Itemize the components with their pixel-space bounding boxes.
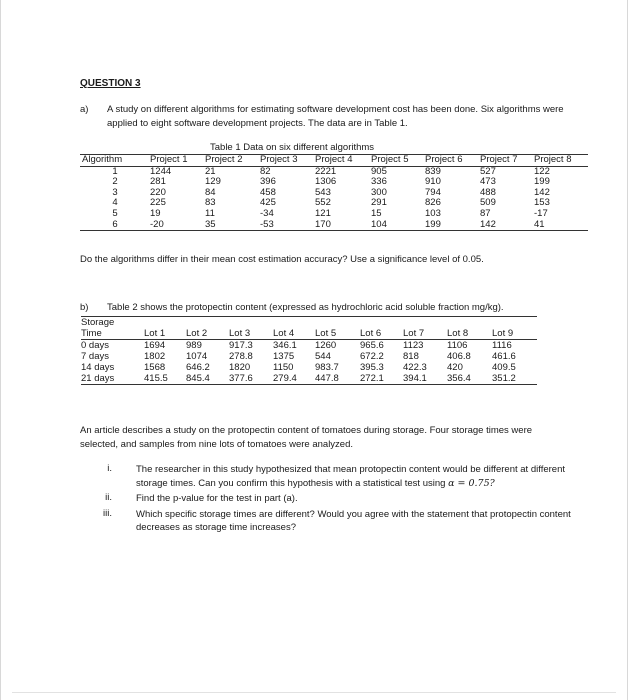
table1-value-cell: 153: [534, 197, 550, 209]
table1-header-cell: Project 4: [315, 155, 371, 167]
table2-value-cell: 377.6: [229, 373, 273, 385]
table2-protopectin: [81, 316, 537, 385]
table1-value-cell: 552: [315, 197, 331, 209]
table1-value-cell: 336: [371, 176, 387, 188]
table2-header-row: [81, 328, 537, 340]
table2-value-cell: 420: [447, 362, 463, 373]
table1-value-cell: 35: [205, 220, 260, 231]
table1-value-cell: 2221: [315, 165, 337, 177]
table2-value-cell: 278.8: [229, 351, 253, 362]
table1-algorithm-cell: 5: [112, 207, 118, 219]
table2-value-cell: 394.1: [403, 373, 447, 385]
table2-value-cell: 1802: [144, 351, 166, 362]
table1-value-cell: 84: [205, 186, 216, 198]
table1-value-cell: 509: [480, 197, 496, 209]
table1-algorithm-cell: 3: [112, 186, 118, 198]
table2-header-time: Time: [81, 328, 144, 340]
table1-header-cell: Project 7: [480, 155, 534, 167]
table2-value-cell: 965.6: [360, 340, 384, 351]
table1-value-cell: 122: [534, 165, 550, 177]
table2-value-cell: 356.4: [447, 373, 492, 385]
table1-value-cell: 83: [205, 197, 216, 209]
table2-header-storage: Storage: [81, 317, 144, 329]
article-text: An article describes a study on the protopectin content of tomatoes during storage. Four storage times were selected, and samples from nine lots of tomatoes were analyzed.: [80, 425, 533, 450]
table2-header-cell: Lot 2: [186, 328, 229, 340]
table1-header-cell: Project 2: [205, 155, 260, 167]
table2-value-cell: 1694: [144, 340, 166, 351]
table1-header-cell: Project 6: [425, 155, 480, 167]
table1-value-cell: 839: [425, 165, 441, 177]
table2-value-cell: 272.1: [360, 373, 403, 385]
table2-value-cell: 279.4: [273, 373, 315, 385]
table2-value-cell: 672.2: [360, 351, 384, 362]
table1-value-cell: 458: [260, 186, 276, 198]
table1-value-cell: 425: [260, 197, 276, 209]
table2-row: [81, 362, 537, 373]
table1-value-cell: 41: [534, 220, 588, 231]
table1-algorithm-cell: 4: [112, 197, 118, 209]
table2-header-cell: Lot 6: [360, 328, 403, 340]
table1-value-cell: -53: [260, 220, 315, 231]
table2-value-cell: 447.8: [315, 373, 360, 385]
table1-algorithm-cell: 6: [80, 220, 150, 231]
table1-value-cell: -34: [260, 207, 274, 219]
table2-value-cell: 989: [186, 340, 202, 351]
table2-row: [81, 340, 537, 352]
sub-question-number: i.: [107, 463, 112, 474]
table2-header-row-top: [81, 317, 537, 329]
table2-time-cell: 7 days: [81, 351, 109, 362]
table2-header-cell: Lot 3: [229, 328, 273, 340]
table1-value-cell: 121: [315, 207, 331, 219]
table2-value-cell: 1568: [144, 362, 166, 373]
table1-value-cell: 11: [205, 207, 215, 219]
part-a-text: A study on different algorithms for estimating software development cost has been done. Six algorithms were applied to eight software development projects. The data are in Table 1.: [107, 104, 564, 129]
table1-value-cell: 199: [425, 220, 480, 231]
table2-value-cell: 1150: [273, 362, 294, 373]
table2-value-cell: 544: [315, 351, 331, 362]
table1-value-cell: 794: [425, 186, 441, 198]
sub-question-number: ii.: [105, 492, 112, 503]
table2-value-cell: 1260: [315, 340, 337, 351]
table1-value-cell: 225: [150, 197, 166, 209]
table2-header-cell: Lot 5: [315, 328, 360, 340]
table2-header-cell: Lot 1: [144, 328, 186, 340]
table2-row: [81, 373, 537, 385]
table2-time-cell: 21 days: [81, 373, 144, 385]
table2-value-cell: 395.3: [360, 362, 384, 373]
part-a-label: a): [80, 104, 89, 115]
table2-value-cell: 422.3: [403, 362, 427, 373]
table1-algorithm-cell: 1: [112, 165, 118, 177]
part-b-label: b): [80, 302, 89, 313]
table1-value-cell: 488: [480, 186, 496, 198]
table1-value-cell: 103: [425, 207, 441, 219]
sub-question-item: [92, 492, 571, 506]
table1-value-cell: 300: [371, 186, 387, 198]
table1-value-cell: 15: [371, 207, 382, 219]
table2-header-cell: Lot 9: [492, 328, 537, 340]
table2-value-cell: 818: [403, 351, 419, 362]
table1-value-cell: 396: [260, 176, 276, 188]
table2-time-cell: 14 days: [81, 362, 115, 373]
table1-value-cell: 826: [425, 197, 441, 209]
sub-question-list: [92, 463, 571, 535]
question-title: QUESTION 3: [80, 78, 141, 89]
table2-value-cell: 461.6: [492, 351, 516, 362]
table1-header-cell: Project 3: [260, 155, 315, 167]
table2-value-cell: 1116: [492, 340, 512, 351]
table1-value-cell: 21: [205, 165, 216, 177]
table2-value-cell: 1074: [186, 351, 208, 362]
table1-header-cell: Algorithm: [80, 155, 150, 167]
table1-value-cell: 19: [150, 207, 161, 219]
table1-header-row: [80, 155, 588, 167]
table2-value-cell: 409.5: [492, 362, 516, 373]
table2-header-cell: Lot 8: [447, 328, 492, 340]
table1-value-cell: 129: [205, 176, 221, 188]
table2-time-cell: 0 days: [81, 340, 109, 351]
part-b-text: Table 2 shows the protopectin content (expressed as hydrochloric acid soluble fraction mg/kg).: [107, 302, 504, 313]
table2-value-cell: 1106: [447, 340, 468, 351]
page-bottom-divider: [12, 692, 616, 693]
table1-row: [80, 209, 588, 220]
table1-value-cell: 142: [534, 186, 550, 198]
sub-question-number: iii.: [103, 507, 112, 519]
alpha-value: α = 0.75?: [448, 477, 495, 489]
table1-value-cell: 291: [371, 197, 387, 209]
table1-value-cell: 82: [260, 165, 271, 177]
table1-value-cell: 142: [480, 220, 534, 231]
table1-value-cell: 1244: [150, 165, 172, 177]
table1-header-cell: Project 8: [534, 155, 588, 167]
table2-value-cell: 351.2: [492, 373, 537, 385]
table1-value-cell: 199: [534, 176, 550, 188]
table1-caption: Table 1 Data on six different algorithms: [210, 142, 375, 153]
table1-row: [80, 220, 588, 231]
table2-value-cell: 346.1: [273, 340, 297, 351]
table1-algorithm-cell: 2: [112, 176, 118, 188]
table1-header-cell: Project 5: [371, 155, 425, 167]
sub-question-item: [92, 508, 571, 535]
table2-row: [81, 351, 537, 362]
table2-value-cell: 646.2: [186, 362, 210, 373]
table1-value-cell: 905: [371, 165, 387, 177]
table1-value-cell: 543: [315, 186, 331, 198]
table1-value-cell: 104: [371, 220, 425, 231]
table1-value-cell: 220: [150, 186, 166, 198]
table2-value-cell: 1123: [403, 340, 424, 351]
sub-question-text: Which specific storage times are different? Would you agree with the statement that protopectin content decreases as storage time increases?: [136, 508, 571, 533]
table1-value-cell: 1306: [315, 176, 337, 188]
part-a-question: Do the algorithms differ in their mean cost estimation accuracy? Use a significance level of 0.05.: [80, 254, 484, 265]
table1-algorithms: [80, 154, 588, 231]
table2-value-cell: 917.3: [229, 340, 253, 351]
table1-value-cell: 527: [480, 165, 496, 177]
table2-value-cell: 845.4: [186, 373, 229, 385]
table2-header-cell: Lot 4: [273, 328, 315, 340]
table2-value-cell: 1375: [273, 351, 295, 362]
table2-value-cell: 1820: [229, 362, 251, 373]
table1-value-cell: 910: [425, 176, 441, 188]
table2-header-cell: Lot 7: [403, 328, 447, 340]
sub-question-text: Find the p-value for the test in part (a).: [136, 493, 298, 504]
table1-value-cell: 281: [150, 176, 166, 188]
table1-header-cell: Project 1: [150, 155, 205, 167]
table2-value-cell: 415.5: [144, 373, 186, 385]
table1-value-cell: -20: [150, 220, 205, 231]
table1-value-cell: 473: [480, 176, 496, 188]
table1-value-cell: -17: [534, 207, 548, 219]
sub-question-item: [92, 463, 571, 490]
sub-question-text: The researcher in this study hypothesized that mean protopectin content would be different at different storage times. Can you confirm this hypothesis with a statistical test using α = 0.75?: [136, 464, 565, 489]
table1-value-cell: 87: [480, 207, 491, 219]
table2-value-cell: 406.8: [447, 351, 471, 362]
table1-value-cell: 170: [315, 220, 371, 231]
table2-value-cell: 983.7: [315, 362, 339, 373]
